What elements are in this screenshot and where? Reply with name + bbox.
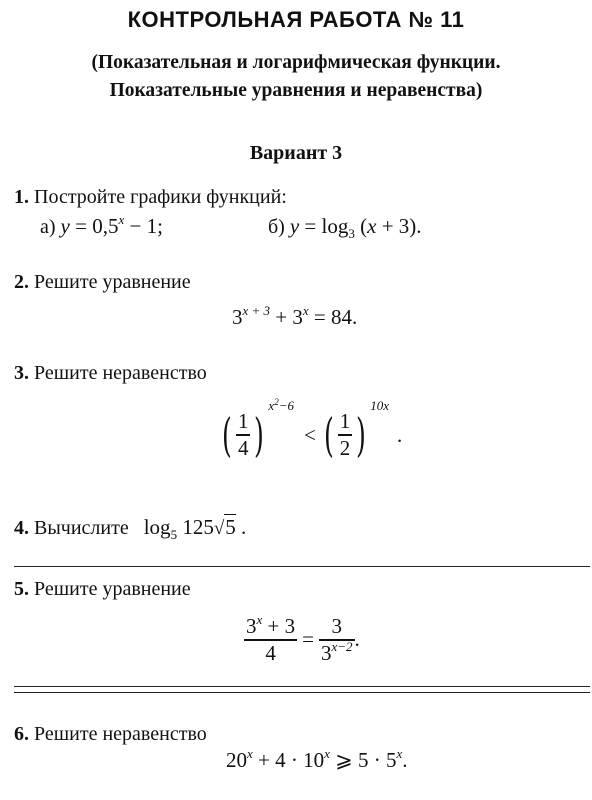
task-6-formula: $20^x + 4 \cdot 10^x$ ⩾ $5 \cdot 5^x$. bbox=[226, 746, 408, 772]
variant-heading: Вариант 3 bbox=[249, 142, 343, 164]
task-4-formula: $\log_5 125√5$ . bbox=[143, 515, 247, 542]
task-4 bbox=[14, 514, 246, 540]
task-number: 1. bbox=[14, 186, 29, 208]
divider bbox=[14, 692, 590, 693]
task-1-part-a bbox=[40, 214, 163, 239]
task-text: Решите неравенство bbox=[34, 362, 207, 384]
task-2-formula: $3^{x + 3} + 3^x = 84$. bbox=[232, 303, 358, 329]
task-3-formula: ( $\frac{1}{4}$ ) $x^2-6$ < ( $\frac{1}{2}$ ) 10x . bbox=[222, 397, 403, 462]
task-1 bbox=[14, 186, 287, 209]
task-text: Решите уравнение bbox=[34, 578, 191, 600]
part-b-label: б) bbox=[268, 216, 285, 238]
task-6 bbox=[14, 723, 207, 746]
task-5 bbox=[14, 578, 191, 601]
task-3 bbox=[14, 362, 207, 385]
divider bbox=[14, 566, 590, 567]
task-1-part-b bbox=[268, 214, 422, 239]
part-a-formula: $y = 0,5^x - 1$; bbox=[60, 212, 163, 238]
task-5-formula: $\frac{3^x + 3}{4}$ = $\frac{3}{3^{x-2}}$ . bbox=[246, 612, 360, 665]
task-number: 4. bbox=[14, 517, 29, 539]
task-number: 6. bbox=[14, 723, 29, 745]
task-2 bbox=[14, 271, 191, 294]
divider bbox=[14, 686, 590, 687]
subtitle-line-1: (Показательная и логарифмическая функции. bbox=[91, 52, 501, 73]
task-number: 2. bbox=[14, 271, 29, 293]
task-text: Решите уравнение bbox=[34, 271, 191, 293]
task-text: Постройте графики функций: bbox=[34, 186, 287, 208]
page-title: КОНТРОЛЬНАЯ РАБОТА № 11 bbox=[127, 7, 465, 32]
task-number: 3. bbox=[14, 362, 29, 384]
part-a-label: а) bbox=[40, 216, 56, 238]
part-b-formula: $y = \log_3 (x + 3)$. bbox=[289, 214, 422, 241]
task-number: 5. bbox=[14, 578, 29, 600]
subtitle-line-2: Показательные уравнения и неравенства) bbox=[109, 80, 483, 101]
task-text: Решите неравенство bbox=[34, 723, 207, 745]
task-text: Вычислите bbox=[34, 517, 129, 539]
